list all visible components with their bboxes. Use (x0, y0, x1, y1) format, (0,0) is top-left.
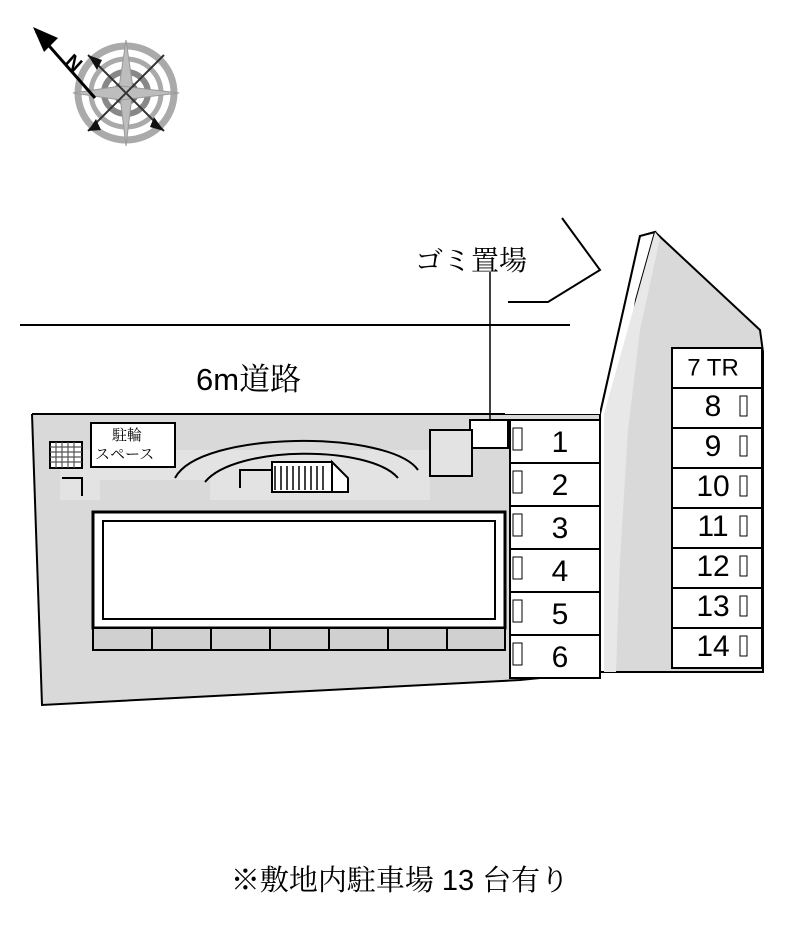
stall-label-2: 2 (551, 468, 569, 502)
stall-label-8: 8 (704, 389, 722, 423)
stall-label-3: 3 (551, 511, 569, 545)
stall-label-4: 4 (551, 554, 569, 588)
trash-label: ゴミ置場 (415, 245, 528, 276)
stall-label-6: 6 (551, 640, 569, 674)
parking-column-right (672, 348, 762, 668)
bike-label-line2: スペース (95, 446, 155, 463)
stall-label-14: 14 (696, 629, 730, 663)
parking-column-left (510, 420, 600, 678)
entrance-steps-icon (272, 462, 348, 492)
bike-label-line1: 駐輪 (112, 427, 143, 444)
stall-label-7: 7 TR (687, 354, 739, 382)
stall-label-13: 13 (696, 589, 730, 623)
footer-note: ※敷地内駐車場 13 台有り (230, 865, 570, 897)
building-outline-inner (103, 521, 495, 619)
road-label: 6m道路 (196, 362, 302, 397)
stall-label-11: 11 (697, 509, 729, 543)
stall-label-10: 10 (696, 469, 730, 503)
stall-label-12: 12 (696, 549, 730, 583)
balcony-strip (93, 628, 505, 650)
stall-label-9: 9 (704, 429, 722, 463)
trash-box (470, 420, 508, 448)
bike-rack-icon (50, 442, 82, 468)
compass-rose-icon (33, 27, 179, 146)
building-side-box (430, 430, 472, 476)
stall-label-5: 5 (551, 597, 569, 631)
stall-label-1: 1 (551, 425, 569, 459)
compass-north-letter: N (60, 50, 87, 77)
